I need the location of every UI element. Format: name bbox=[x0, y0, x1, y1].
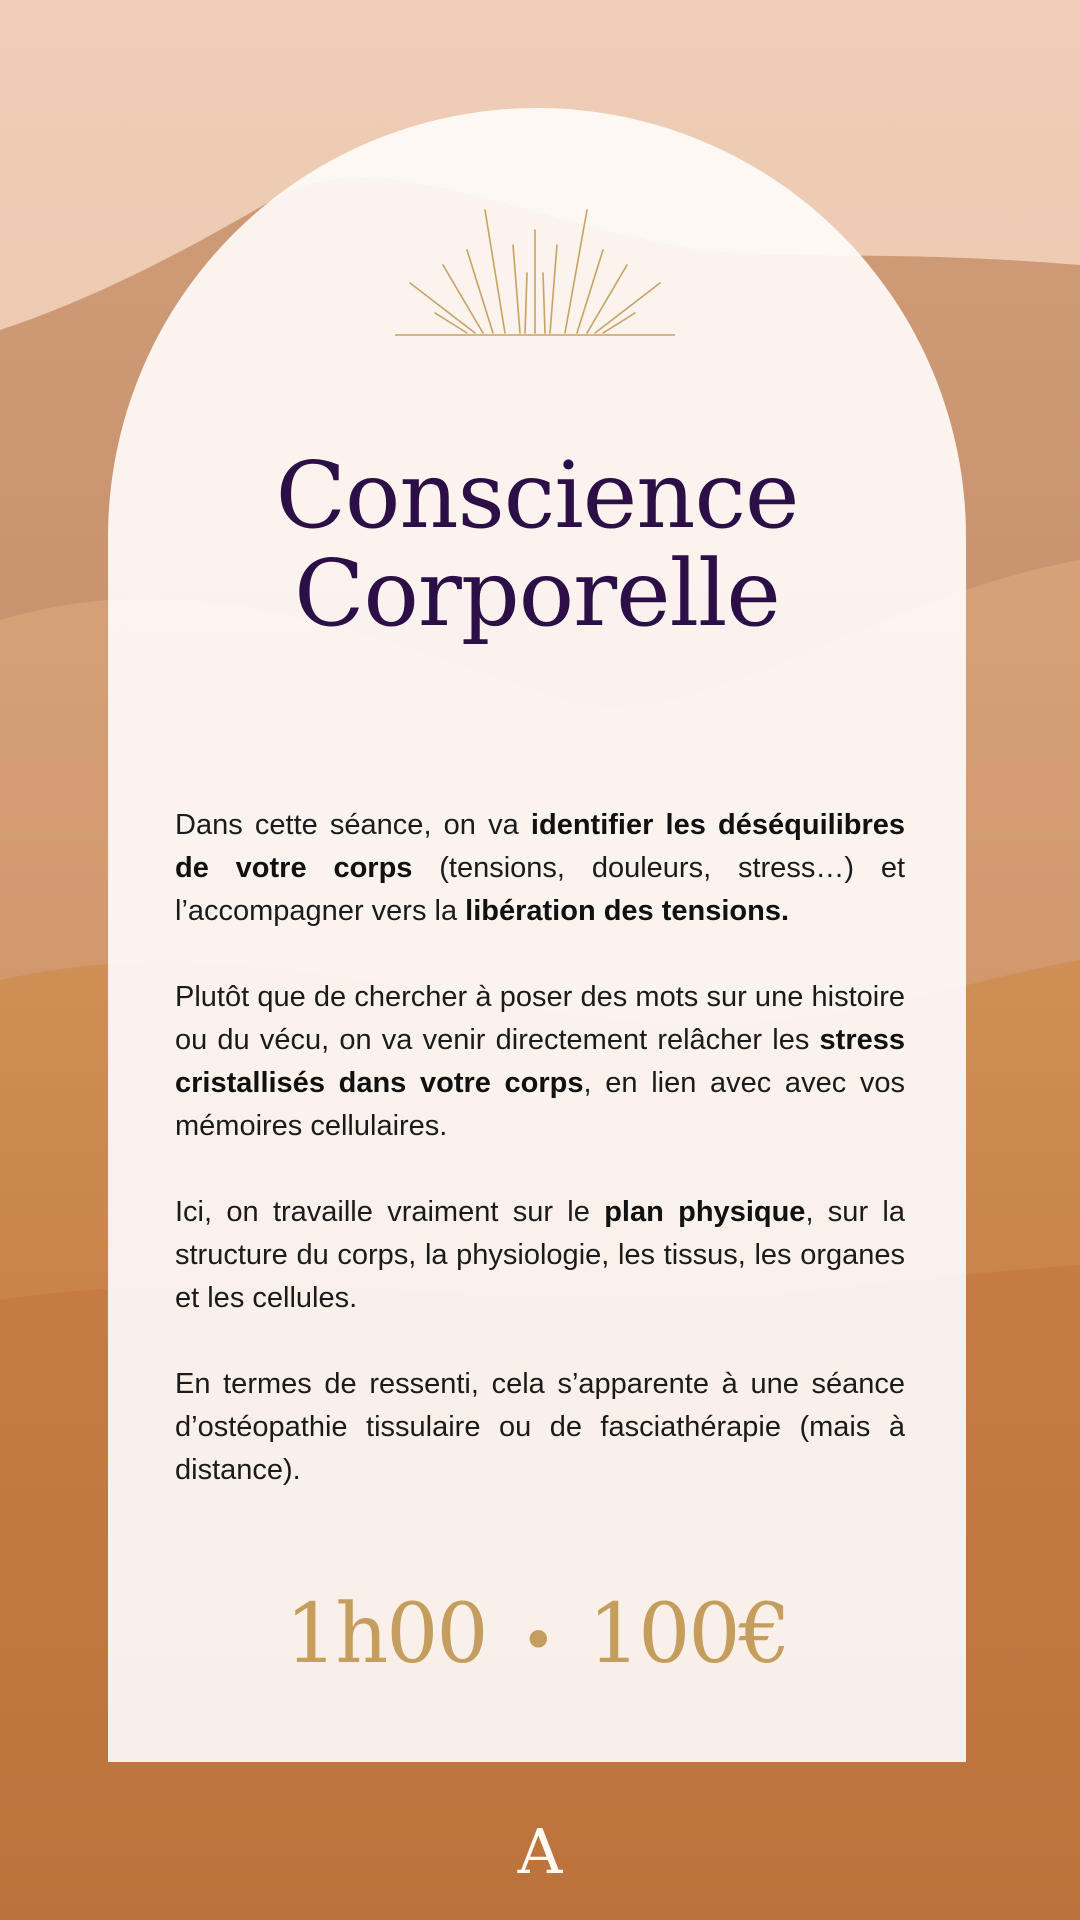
duration: 1h00 bbox=[285, 1587, 487, 1682]
text-segment-bold: libération des tensions. bbox=[465, 895, 790, 927]
paragraph-1 bbox=[175, 804, 905, 933]
paragraph-3 bbox=[175, 1191, 905, 1320]
brand-logo-icon: A bbox=[517, 1815, 563, 1888]
title-line-1: Conscience bbox=[275, 441, 799, 549]
description bbox=[175, 804, 905, 1535]
text-segment: Ici, on travaille vraiment sur le bbox=[175, 1196, 605, 1228]
text-segment: (tensions, douleurs, stress…) et l’accompagner vers la bbox=[175, 852, 905, 927]
text-segment-bold: plan physique bbox=[604, 1196, 806, 1228]
text-segment-bold: stress cristallisés dans votre corps bbox=[175, 1024, 905, 1099]
paragraph-4 bbox=[175, 1363, 905, 1492]
price-line bbox=[108, 1585, 966, 1691]
price-amount: 100€ bbox=[588, 1587, 789, 1682]
text-segment: En termes de ressenti, cela s’apparente à une séance d’ostéopathie tissulaire ou de fasciathérapie (mais à distance). bbox=[175, 1368, 905, 1486]
text-segment: , sur la structure du corps, la physiologie, les tissus, les organes et les cellules. bbox=[175, 1196, 905, 1314]
price-separator: • bbox=[520, 1605, 555, 1676]
title-line-2: Corporelle bbox=[294, 539, 780, 647]
text-segment-bold: identifier les déséquilibres de votre corps bbox=[175, 809, 906, 884]
text-segment: Dans cette séance, on va bbox=[175, 809, 531, 841]
page-title bbox=[108, 441, 966, 647]
text-segment: , en lien avec avec vos mémoires cellulaires. bbox=[175, 1067, 905, 1142]
paragraph-2 bbox=[175, 976, 905, 1148]
sunburst-icon bbox=[395, 205, 675, 340]
text-segment: Plutôt que de chercher à poser des mots sur une histoire ou du vécu, on va venir directement relâcher les bbox=[175, 981, 905, 1056]
